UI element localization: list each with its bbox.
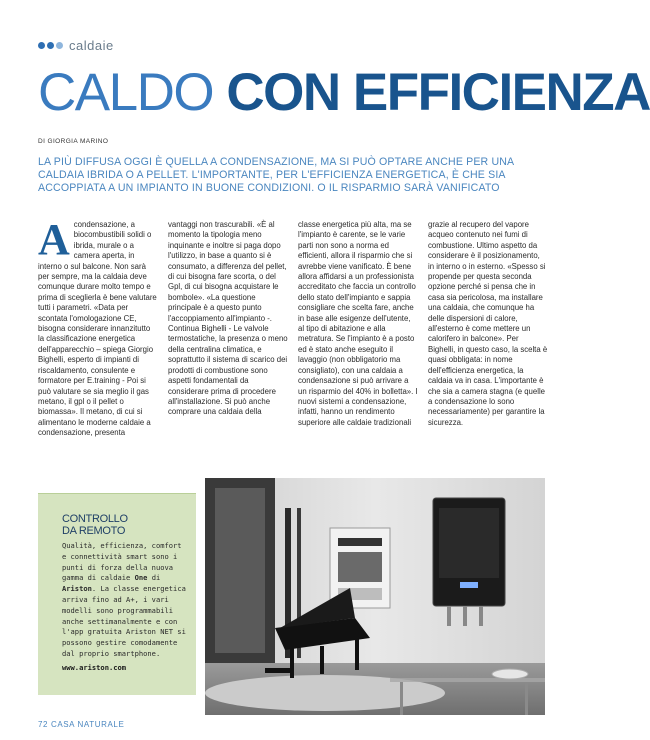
- section-label: caldaie: [69, 38, 114, 53]
- column-1-text: condensazione, a biocombustibili solidi o ibrida, murale o a camera aperta, in interno o sul balcone. Non sarà per sempre, ma la caldaia deve comunque durare molto tempo e prima di sceglierla è bene valutare tutti i parametri. «Data per scontata l'omologazione CE, bisogna considerare innanzitutto la classificazione energetica dell'apparecchio – spiega Giorgio Bighelli, esperto di impianti di riscaldamento, consulente e formatore per E.training - Poi si può valutare se sia meglio il gas metano, il gpl o il pellet o biomassa». Il metano, di cui si alimentano le moderne caldaie a condensazione, presenta: [38, 220, 157, 438]
- standfirst: LA PIÙ DIFFUSA OGGI È QUELLA A CONDENSAZIONE, MA SI PUÒ OPTARE ANCHE PER UNA CALDAIA IBRIDA O A PELLET. L'IMPORTANTE, PER L'EFFICIENZA ENERGETICA, È CHE SIA ACCOPPIATA A UN IMPIANTO IN BUONE CONDIZIONI. O IL RISPARMIO SARÀ VANIFICATO: [38, 156, 514, 194]
- column-2-text: vantaggi non trascurabili. «È al momento la tipologia meno inquinante e inoltre si paga dopo l'utilizzo, in base a quanto si è consumato, a differenza del pellet, di cui bisogna fare scorta, o del Gpl, di cui bisogna acquistare le bombole». «La questione principale è a questo punto l'accoppiamento all'impianto -. Continua Bighelli - Le valvole termostatiche, la presenza o meno della centralina climatica, e soprattutto il sistema di scarico dei prodotti di combustione sono aspetti fondamentali da considerare prima di procedere all'installazione. Si può anche comprare una caldaia della: [168, 220, 288, 417]
- living-room-illustration: [205, 478, 545, 715]
- page-folio: [38, 720, 124, 729]
- article-column-1: [38, 215, 158, 460]
- article-column-4: [428, 220, 548, 460]
- sidebar-title: [62, 514, 186, 537]
- column-4-text: grazie al recupero del vapore acqueo contenuto nei fumi di combustione. Ultimo aspetto da considerare è il posizionamento, in interno o in esterno. «Spesso si propende per questa seconda opzione perché si pensa che in casa sia pericolosa, ma installare una caldaia, che comunque ha delle dispersioni di calore, all'esterno è come mettere un calorifero in balcone». Per Bighelli, in questo caso, la scelta è quasi obbligata: in nome dell'efficienza energetica, la caldaia va in casa. L'importante è che sia a camera stagna (e quelle a condensazione lo sono necessariamente) per garantire la sicurezza.: [428, 220, 548, 427]
- page-number: 72: [38, 720, 49, 729]
- headline-part-2: CON EFFICIENZA: [226, 63, 650, 122]
- article-column-2: [168, 220, 288, 460]
- article-body: [38, 215, 548, 460]
- byline: DI GIORGIA MARINO: [38, 138, 109, 145]
- brand-ariston: Ariston: [62, 584, 92, 594]
- column-3-text: classe energetica più alta, ma se l'impianto è carente, se le varie parti non sono a norma ed efficienti, allora il risparmio che si avrebbe viene vanificato. È bene allora affidarsi a un professionista accreditato che faccia un controllo dello stato dell'impianto e sappia consigliare che scelta fare, anche in base alle esigenze dell'utente, al tipo di abitazione e alla metratura. Se l'impianto è a posto ed è stato anche eseguito il lavaggio (non obbligatorio ma consigliato), con una caldaia a condensazione si può arrivare a un risparmio del 40% in bolletta». I nuovi sistemi a condensazione, infatti, hanno un rendimento superiore alle caldaie tradizionali: [298, 220, 418, 427]
- brand-one: One: [134, 573, 148, 583]
- living-room-photo: [205, 478, 545, 715]
- article-column-3: [298, 220, 418, 460]
- sidebar-body: Qualità, efficienza, comfort e connettività smart sono i punti di forza della nuova gamma di caldaie One di Ariston. La classe energetica arriva fino ad A+, i vari modelli sono programmabili anche settimanalmente e con l'app gratuita Ariston NET si possono gestire comodamente dal proprio smartphone.: [62, 541, 186, 658]
- drop-cap: A: [38, 215, 70, 264]
- sidebar-url[interactable]: www.ariston.com: [62, 662, 127, 672]
- magazine-name: CASA NATURALE: [50, 720, 125, 729]
- headline: [38, 62, 650, 124]
- section-dots-icon: [38, 42, 63, 49]
- headline-part-1: CALDO: [38, 63, 214, 122]
- sidebar-title-line-2: DA REMOTO: [62, 524, 126, 537]
- sidebar-title-line-1: CONTROLLO: [62, 513, 128, 525]
- section-tag: [38, 38, 114, 53]
- sidebar-box: [38, 493, 196, 695]
